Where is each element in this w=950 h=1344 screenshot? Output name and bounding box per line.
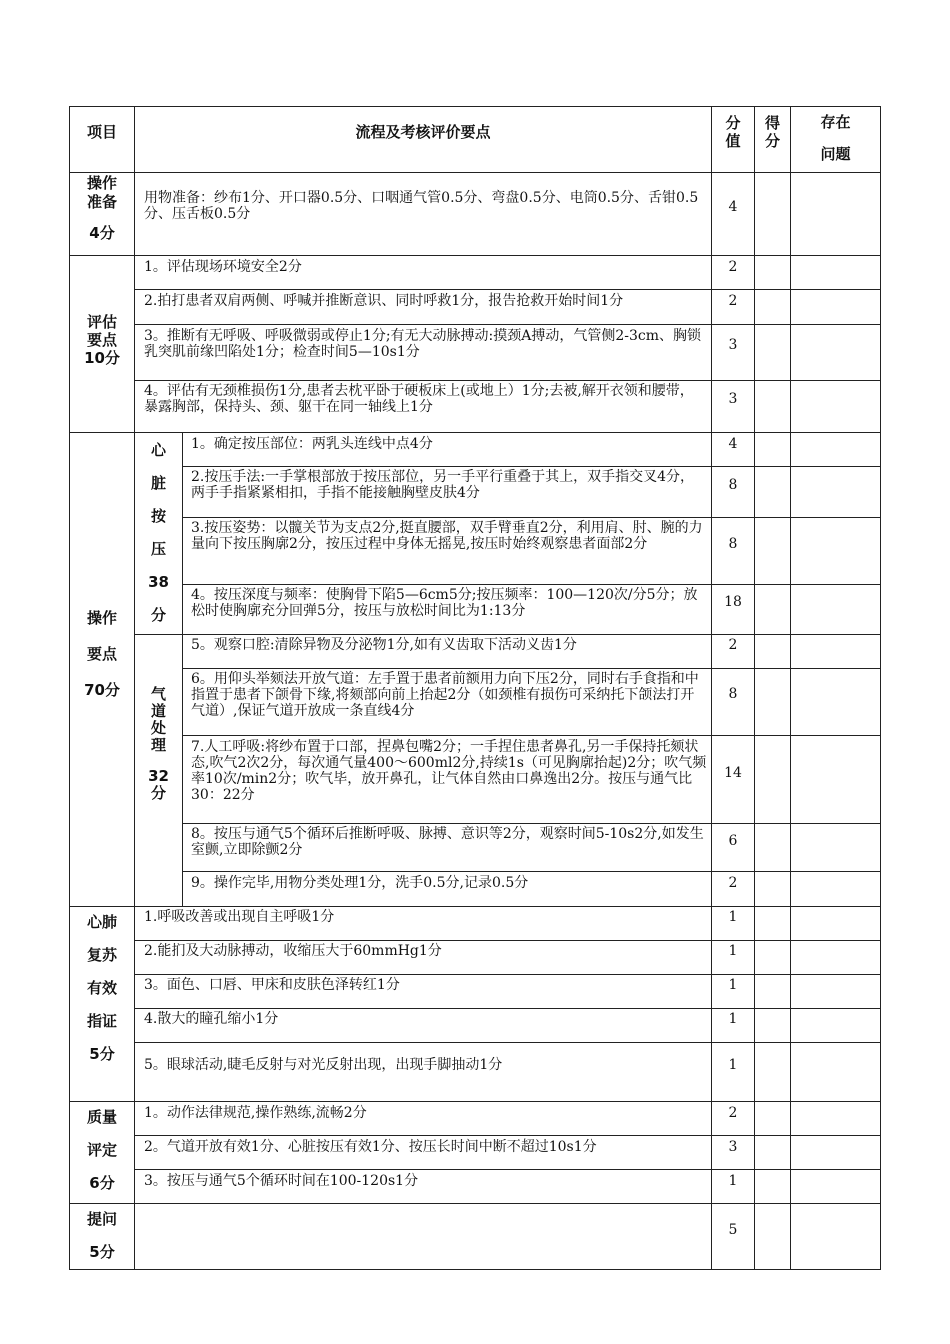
row-sep <box>69 172 881 173</box>
col-sep-issue <box>790 106 791 1269</box>
header-got-line2: 分 <box>764 132 780 150</box>
header-issue-line1: 存在 <box>820 113 851 131</box>
row-sep <box>69 432 881 433</box>
score-heart-3: 8 <box>728 536 738 552</box>
item-heart-2: 2.按压手法:一手掌根部放于按压部位，另一手平行重叠于其上，双手指交叉4分，两手手指紧紧相扣，手指不能接触胸壁皮肤4分 <box>191 469 694 501</box>
item-airway-5: 5。观察口腔:清除异物及分泌物1分,如有义齿取下活动义齿1分 <box>191 637 577 653</box>
item-quality-2: 2。气道开放有效1分、心脏按压有效1分、按压长时间中断不超过10s1分 <box>144 1139 597 1155</box>
section-assess-l3: 10分 <box>84 349 120 367</box>
row-sep <box>69 1101 881 1102</box>
item-airway-9: 9。操作完毕,用物分类处理1分，洗手0.5分,记录0.5分 <box>191 875 529 891</box>
score-quality-3: 1 <box>728 1173 738 1189</box>
section-effect <box>70 906 134 1071</box>
row-sep <box>134 289 881 290</box>
section-quality-l1: 质量 <box>86 1108 117 1126</box>
item-effect-3: 3。面色、口唇、甲床和皮肤色泽转红1分 <box>144 977 400 993</box>
score-assess-1: 2 <box>728 259 738 275</box>
row-sep <box>182 735 881 736</box>
subsection-heart-c2: 脏 <box>150 474 166 492</box>
subsection-heart-c1: 心 <box>150 441 166 459</box>
subsection-airway-c2: 道 <box>150 702 166 720</box>
section-quality-l3: 6分 <box>89 1174 115 1192</box>
item-airway-6: 6。用仰头举颏法开放气道：左手置于患者前额用力向下压2分，同时右手食指和中指置于患者下颌骨下缘,将颏部向前上抬起2分（如颈椎有损伤可采纳托下颌法打开气道）,保证气道开放成一条直线4分 <box>191 671 699 719</box>
section-assess-l1: 评估 <box>86 313 117 331</box>
subsection-airway-c3: 处 <box>150 719 166 737</box>
section-effect-l2: 复苏 <box>86 946 117 964</box>
header-got-line1: 得 <box>764 114 780 132</box>
section-operate <box>70 600 134 708</box>
item-assess-1: 1。评估现场环境安全2分 <box>144 259 302 275</box>
score-effect-4: 1 <box>728 1011 738 1027</box>
section-quality-l2: 评定 <box>86 1141 117 1159</box>
item-quality-3: 3。按压与通气5个循环时间在100-120s1分 <box>144 1173 419 1189</box>
item-airway-8: 8。按压与通气5个循环后推断呼吸、脉搏、意识等2分，观察时间5-10s2分,如发生室颤,立即除颤2分 <box>191 826 704 858</box>
score-airway-7: 14 <box>724 765 742 781</box>
score-effect-3: 1 <box>728 977 738 993</box>
row-sep <box>69 255 881 256</box>
score-question: 5 <box>728 1222 738 1238</box>
row-sep <box>182 584 881 585</box>
row-sep <box>69 906 881 907</box>
row-sep <box>182 668 881 669</box>
section-assess-l2: 要点 <box>86 331 117 349</box>
section-prep <box>70 174 134 243</box>
table-border-bottom <box>69 1269 881 1270</box>
subsection-heart <box>135 434 182 632</box>
subsection-airway-c1: 气 <box>150 685 166 703</box>
header-procedure: 流程及考核评价要点 <box>355 123 491 141</box>
section-operate-l2: 要点 <box>86 645 117 663</box>
row-sep <box>69 1203 881 1204</box>
score-supplies: 4 <box>728 199 738 215</box>
section-operate-l1: 操作 <box>86 609 117 627</box>
score-assess-2: 2 <box>728 293 738 309</box>
item-effect-5: 5。眼球活动,睫毛反射与对光反射出现，出现手脚抽动1分 <box>144 1057 503 1073</box>
subsection-airway <box>135 686 182 802</box>
item-supplies: 用物准备：纱布1分、开口器0.5分、口咽通气管0.5分、弯盘0.5分、电筒0.5分、舌钳0.5分、压舌板0.5分 <box>144 190 699 222</box>
item-effect-4: 4.散大的瞳孔缩小1分 <box>144 1011 279 1027</box>
col-sep-sub <box>182 432 183 906</box>
score-heart-2: 8 <box>728 477 738 493</box>
row-sep <box>182 466 881 467</box>
score-effect-5: 1 <box>728 1057 738 1073</box>
item-effect-1: 1.呼吸改善或出现自主呼吸1分 <box>144 909 335 925</box>
subsection-airway-c6: 分 <box>150 784 166 802</box>
row-sep <box>182 871 881 872</box>
header-issue <box>791 106 880 170</box>
section-question <box>70 1203 134 1269</box>
score-heart-4: 18 <box>724 594 742 610</box>
row-sep <box>134 324 881 325</box>
subsection-airway-c5: 32 <box>148 767 169 785</box>
section-prep-l2: 准备 <box>86 193 117 211</box>
header-issue-line2: 问题 <box>820 145 851 163</box>
section-question-l2: 5分 <box>89 1243 115 1261</box>
subsection-heart-c6: 分 <box>150 606 166 624</box>
row-sep <box>134 380 881 381</box>
header-got <box>755 114 790 150</box>
subsection-airway-c4: 理 <box>150 736 166 754</box>
section-prep-l1: 操作 <box>86 174 117 192</box>
row-sep <box>134 1135 881 1136</box>
score-quality-1: 2 <box>728 1105 738 1121</box>
subsection-heart-c3: 按 <box>150 507 166 525</box>
score-airway-6: 8 <box>728 686 738 702</box>
row-sep <box>134 940 881 941</box>
row-sep <box>182 517 881 518</box>
score-airway-9: 2 <box>728 875 738 891</box>
header-score <box>712 114 754 150</box>
section-quality <box>70 1101 134 1200</box>
row-sep <box>134 1008 881 1009</box>
section-effect-l3: 有效 <box>86 979 117 997</box>
header-score-line1: 分 <box>725 114 741 132</box>
score-assess-3: 3 <box>728 337 738 353</box>
row-sep <box>134 634 881 635</box>
row-sep <box>182 823 881 824</box>
item-heart-3: 3.按压姿势：以髋关节为支点2分,挺直腰部，双手臂垂直2分，利用肩、肘、腕的力量向下按压胸廓2分，按压过程中身体无摇晃,按压时始终观察患者面部2分 <box>191 520 703 552</box>
item-effect-2: 2.能扪及大动脉搏动，收缩压大于60mmHg1分 <box>144 943 442 959</box>
section-question-l1: 提问 <box>86 1210 117 1228</box>
section-effect-l1: 心肺 <box>86 913 117 931</box>
item-assess-3: 3。推断有无呼吸、呼吸微弱或停止1分;有无大动脉搏动:摸颈A搏动，气管侧2-3cm、胸锁乳突肌前缘凹陷处1分；检查时间5—10s1分 <box>144 328 702 360</box>
subsection-heart-c5: 38 <box>148 573 169 591</box>
item-heart-4: 4。按压深度与频率：使胸骨下陷5—6cm5分;按压频率：100—120次/分5分；放松时使胸廓充分回弹5分，按压与放松时间比为1:13分 <box>191 587 698 619</box>
section-assess <box>70 313 134 367</box>
item-airway-7: 7.人工呼吸:将纱布置于口部，捏鼻包嘴2分；一手捏住患者鼻孔,另一手保持托颏状态,吹气2次2分，每次通气量400～600ml2分,持续1s（可见胸廓抬起)2分；吹气频率10次/min2分；吹气毕，放开鼻孔，让气体自然由口鼻逸出2分。按压与通气比30：22分 <box>191 739 707 803</box>
row-sep <box>134 1042 881 1043</box>
table-border-right <box>880 106 881 1269</box>
row-sep <box>134 1169 881 1170</box>
header-score-line2: 值 <box>725 132 741 150</box>
item-assess-2: 2.拍打患者双肩两侧、呼喊并推断意识、同时呼救1分，报告抢救开始时间1分 <box>144 293 624 309</box>
section-effect-l5: 5分 <box>89 1045 115 1063</box>
item-heart-1: 1。确定按压部位：两乳头连线中点4分 <box>191 436 433 452</box>
score-effect-2: 1 <box>728 943 738 959</box>
section-operate-l3: 70分 <box>84 681 120 699</box>
subsection-heart-c4: 压 <box>150 540 166 558</box>
score-quality-2: 3 <box>728 1139 738 1155</box>
section-prep-l3: 4分 <box>89 224 115 242</box>
row-sep <box>134 974 881 975</box>
col-sep-got <box>754 106 755 1269</box>
table-border-top <box>69 106 881 107</box>
section-effect-l4: 指证 <box>86 1012 117 1030</box>
score-heart-1: 4 <box>728 436 738 452</box>
header-project: 项目 <box>86 123 117 141</box>
score-effect-1: 1 <box>728 909 738 925</box>
item-assess-4: 4。评估有无颈椎损伤1分,患者去枕平卧于硬板床上(或地上）1分;去被,解开衣领和腰带，暴露胸部，保持头、颈、躯干在同一轴线上1分 <box>144 383 694 415</box>
score-airway-8: 6 <box>728 833 738 849</box>
score-assess-4: 3 <box>728 391 738 407</box>
item-quality-1: 1。动作法律规范,操作熟练,流畅2分 <box>144 1105 367 1121</box>
score-airway-5: 2 <box>728 637 738 653</box>
